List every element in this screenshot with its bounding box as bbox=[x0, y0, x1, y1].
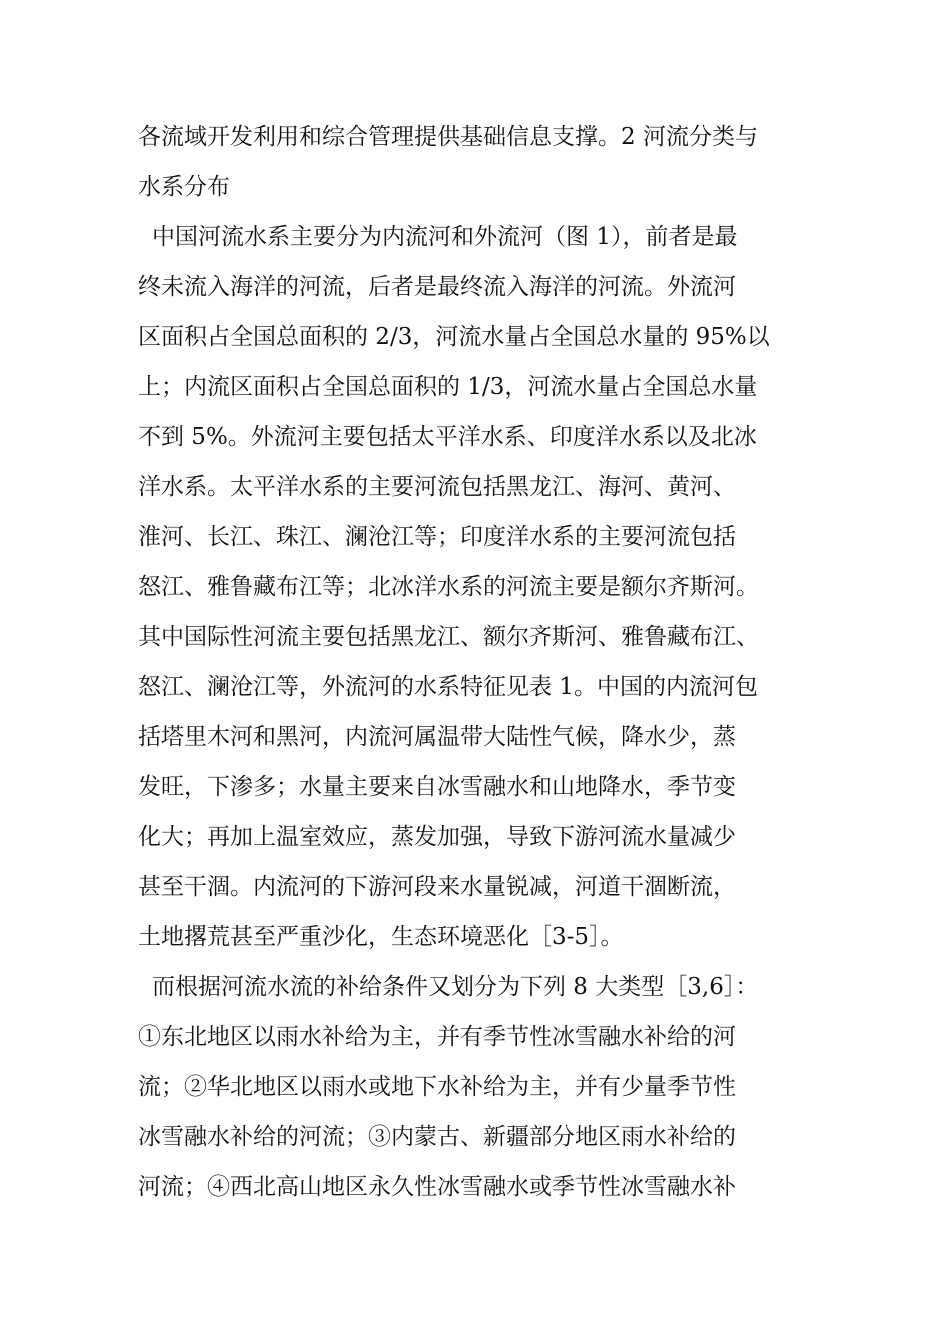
text-line: 终未流入海洋的河流，后者是最终流入海洋的河流。外流河 bbox=[138, 274, 736, 300]
text-line: 其中国际性河流主要包括黑龙江、额尔齐斯河、雅鲁藏布江、 bbox=[138, 624, 759, 650]
text-line: 括塔里木河和黑河，内流河属温带大陆性气候，降水少，蒸 bbox=[138, 724, 736, 750]
text-line: 不到 5%。外流河主要包括太平洋水系、印度洋水系以及北冰 bbox=[138, 424, 757, 450]
body-text bbox=[138, 112, 838, 1212]
text-line: 冰雪融水补给的河流；③内蒙古、新疆部分地区雨水补给的 bbox=[138, 1124, 736, 1150]
text-line: 水系分布 bbox=[138, 174, 230, 200]
text-line: 区面积占全国总面积的 2/3，河流水量占全国总水量的 95%以 bbox=[138, 324, 770, 350]
text-line: 流；②华北地区以雨水或地下水补给为主，并有少量季节性 bbox=[138, 1074, 736, 1100]
paragraph-start-line: 而根据河流水流的补给条件又划分为下列 8 大类型［3,6］： bbox=[152, 974, 759, 1000]
text-line: 洋水系。太平洋水系的主要河流包括黑龙江、海河、黄河、 bbox=[138, 474, 736, 500]
text-line: 各流域开发利用和综合管理提供基础信息支撑。2 河流分类与 bbox=[138, 124, 758, 150]
text-line: 化大；再加上温室效应，蒸发加强，导致下游河流水量减少 bbox=[138, 824, 736, 850]
paragraph-start-line: 中国河流水系主要分为内流河和外流河（图 1），前者是最 bbox=[152, 224, 738, 250]
text-line: 发旺，下渗多；水量主要来自冰雪融水和山地降水，季节变 bbox=[138, 774, 736, 800]
text-line: 甚至干涸。内流河的下游河段来水量锐减，河道干涸断流， bbox=[138, 874, 736, 900]
text-line: 怒江、雅鲁藏布江等；北冰洋水系的河流主要是额尔齐斯河。 bbox=[138, 574, 759, 600]
text-line: 淮河、长江、珠江、澜沧江等；印度洋水系的主要河流包括 bbox=[138, 524, 736, 550]
text-line: 怒江、澜沧江等，外流河的水系特征见表 1。中国的内流河包 bbox=[138, 674, 758, 700]
text-line: ①东北地区以雨水补给为主，并有季节性冰雪融水补给的河 bbox=[138, 1024, 736, 1050]
text-line: 上；内流区面积占全国总面积的 1/3，河流水量占全国总水量 bbox=[138, 374, 758, 400]
text-line: 河流；④西北高山地区永久性冰雪融水或季节性冰雪融水补 bbox=[138, 1174, 736, 1200]
text-line: 土地撂荒甚至严重沙化，生态环境恶化［3-5］。 bbox=[138, 924, 624, 950]
